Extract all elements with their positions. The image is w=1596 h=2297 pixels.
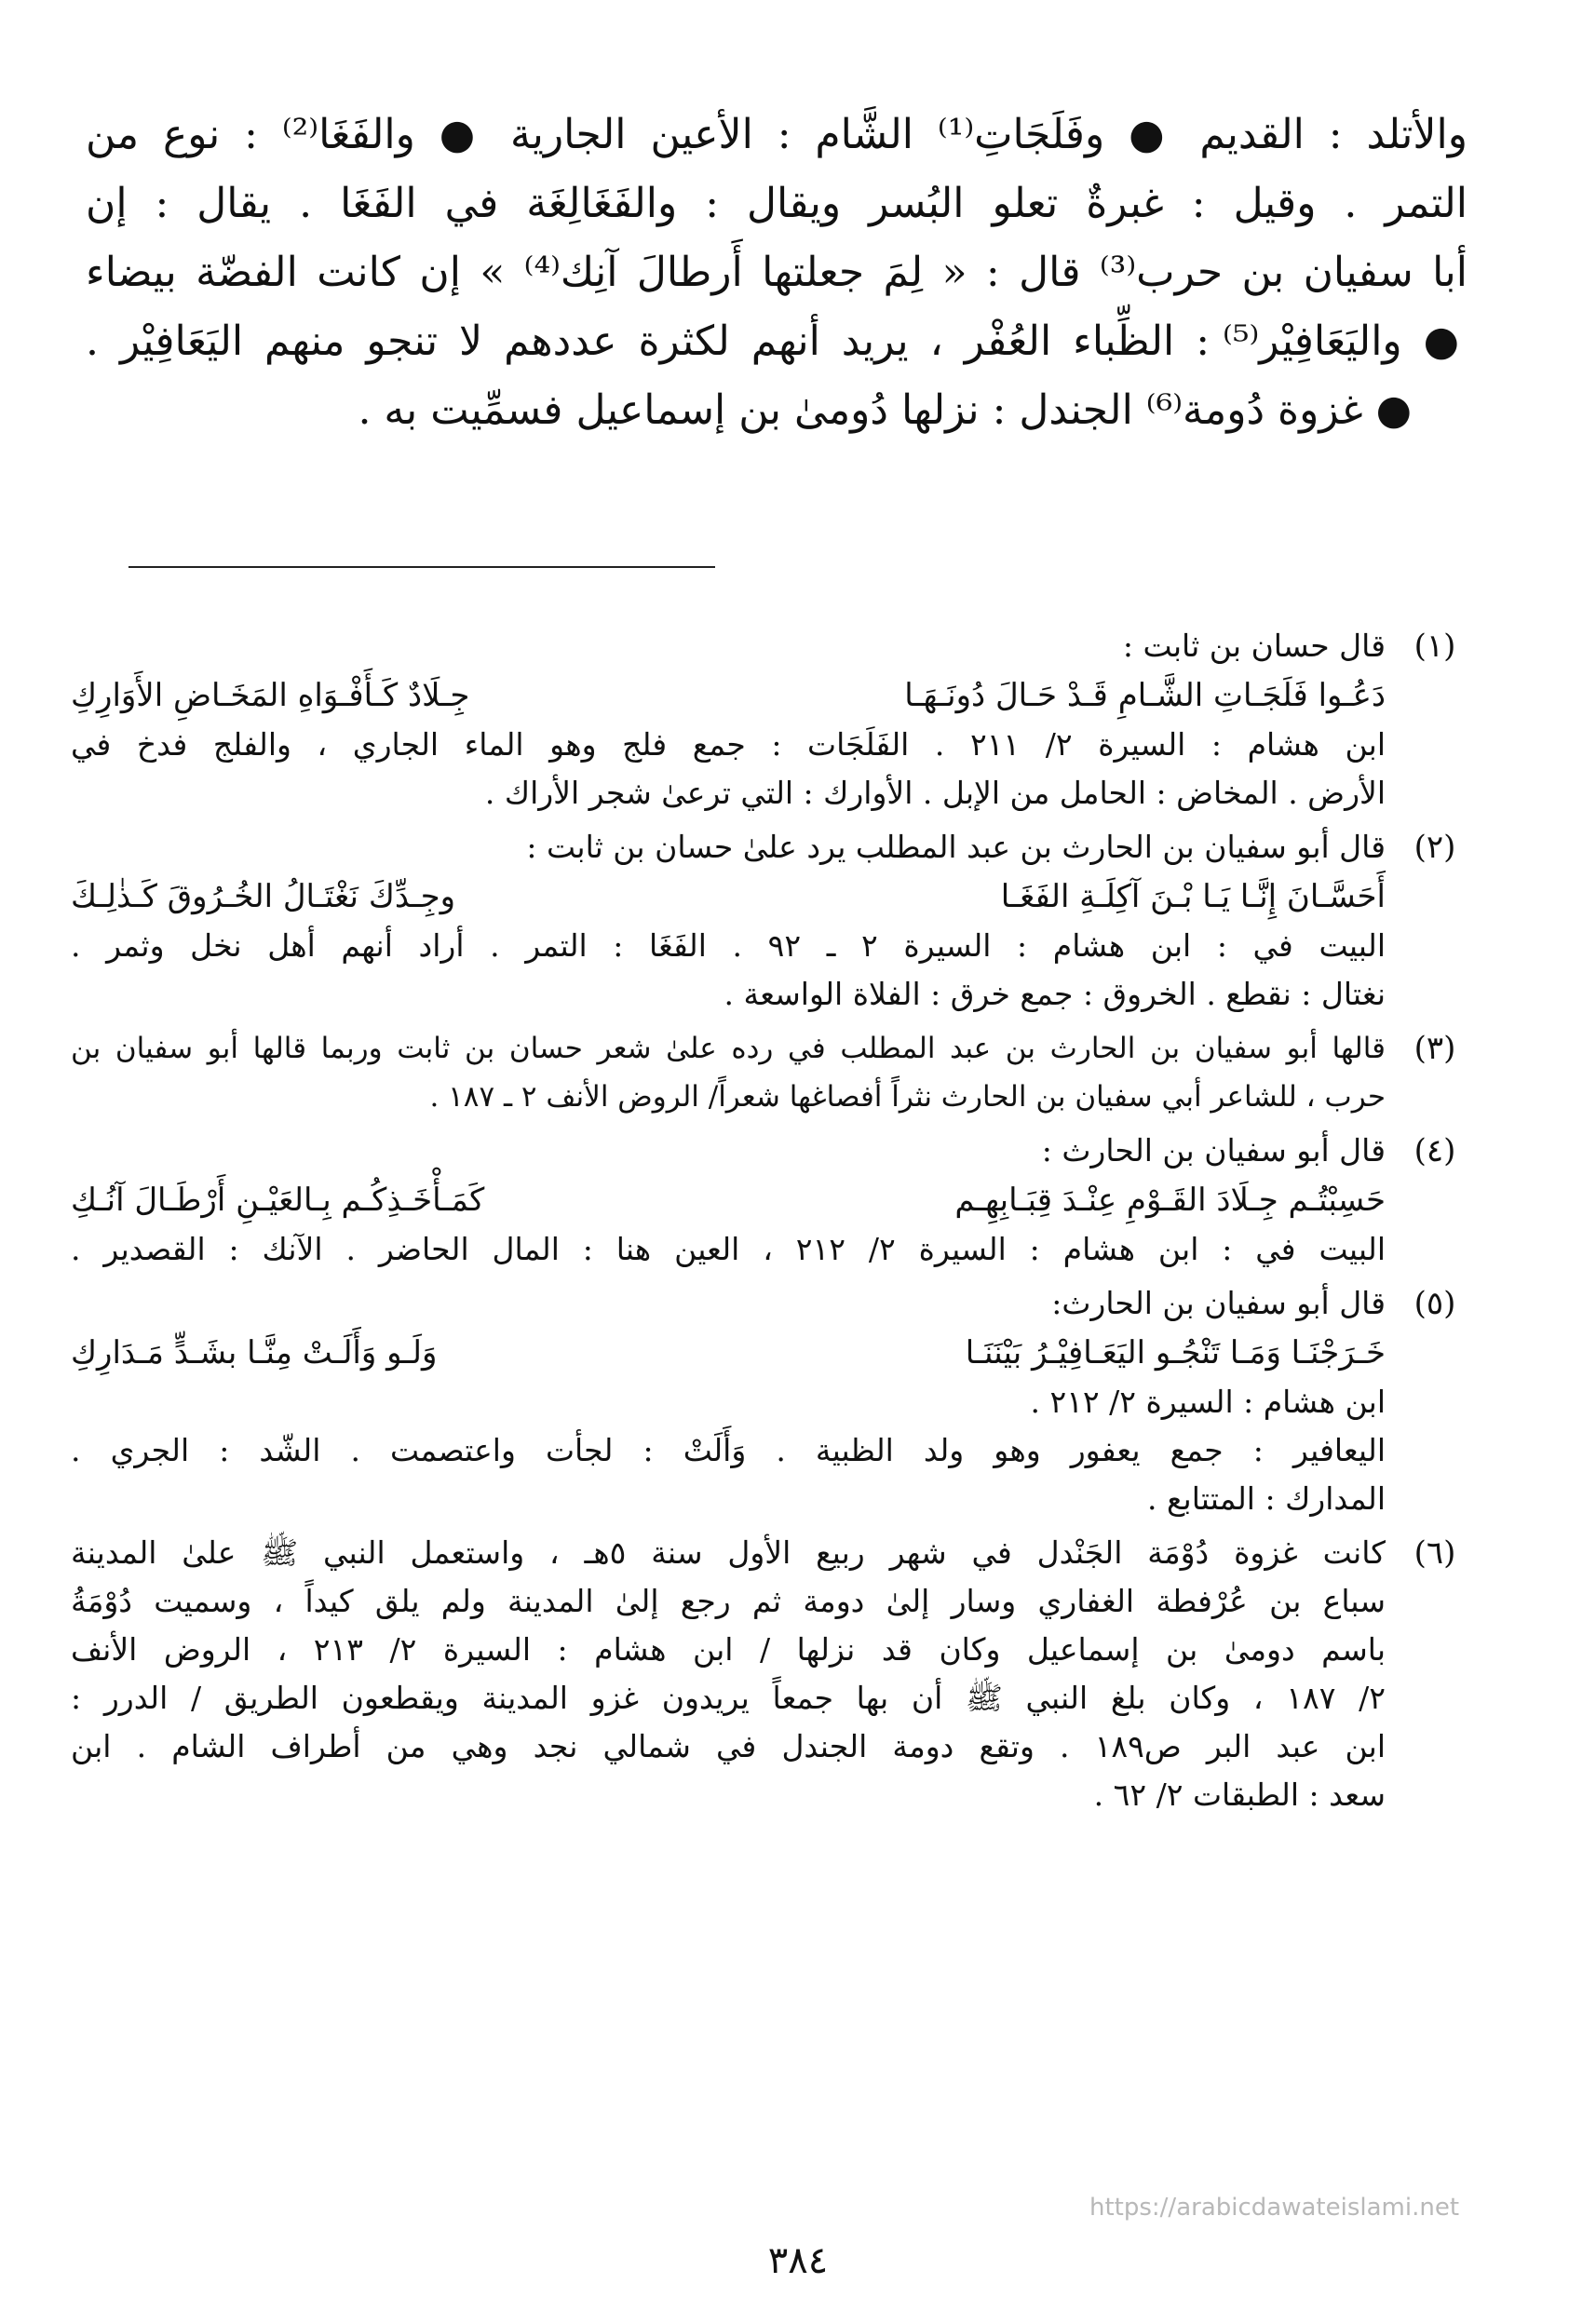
poetry-verse <box>71 670 1386 721</box>
footnote-5 <box>71 1279 1468 1523</box>
footnote-line: اليعافير : جمع يعفور وهو ولد الظبية . وَأَلَتْ : لجأت واعتصمت . الشّد : الجري . <box>71 1432 1386 1468</box>
footnote-3 <box>71 1024 1468 1121</box>
watermark-url: https://arabicdawateislami.net <box>1089 2194 1460 2222</box>
verse-second-hemistich: وجِـدِّكَ نَغْتَـالُ الخُـرُوقَ كَـذٰلِـكَ <box>71 878 456 915</box>
poetry-verse <box>71 1328 1386 1378</box>
footnote-line: حرب ، للشاعر أبي سفيان بن الحارث نثراً أفصاغها شعراً/ الروض الأنف ٢ ـ ١٨٧ . <box>429 1080 1386 1114</box>
main-line: أبا سفيان بن حرب⁽³⁾ قال : « لِمَ جعلتها أَرطالَ آنِك⁽⁴⁾ » إن كانت الفضّة بيضاء <box>86 249 1468 296</box>
footnote-intro: قال أبو سفيان بن الحارث بن عبد المطلب يرد علىٰ حسان بن ثابت : <box>526 829 1386 865</box>
verse-second-hemistich: جِـلَادٌ كَـأَفْـوَاهِ المَخَـاضِ الأَوَارِكِ <box>71 677 470 714</box>
footnote-number: (٤) <box>1413 1132 1456 1169</box>
footnote-number: (٣) <box>1413 1030 1456 1067</box>
main-line: والأتلد : القديم ● وفَلَجَاتِ⁽¹⁾ الشَّام : الأعين الجارية ● والفَغَا⁽²⁾ : نوع من <box>86 111 1468 158</box>
footnote-intro: قال حسان بن ثابت : <box>1122 628 1386 664</box>
poetry-verse <box>71 872 1386 922</box>
footnote-line: ٢/ ١٨٧ ، وكان بلغ النبي ﷺ أن بها جمعاً يريدون غزو المدينة ويقطعون الطريق / الدرر : <box>71 1680 1386 1716</box>
footnote-line: ابن هشام : السيرة ٢/ ٢١٢ . <box>1030 1384 1386 1420</box>
footnote-line: باسم دومىٰ بن إسماعيل وكان قد نزلها / ابن هشام : السيرة ٢/ ٢١٣ ، الروض الأنف <box>71 1631 1386 1668</box>
footnote-line: البيت في : ابن هشام : السيرة ٢/ ٢١٢ ، العين هنا : المال الحاضر . الآنك : القصدير . <box>71 1231 1386 1267</box>
footnote-number: (٢) <box>1413 829 1456 866</box>
footnote-line: قالها أبو سفيان بن الحارث بن عبد المطلب في رده علىٰ شعر حسان بن ثابت وربما قالها أبو سفيان بن <box>71 1032 1386 1065</box>
footnote-line: الأرض . المخاض : الحامل من الإبل . الأوارك : التي ترعىٰ شجر الأراك . <box>484 775 1386 811</box>
footnote-line: نغتال : نقطع . الخروق : جمع خرق : الفلاة الواسعة . <box>724 976 1386 1012</box>
verse-first-hemistich: خَـرَجْنَـا وَمَـا تَنْجُـو اليَعَـافِيْـرُ بَيْنَنَـا <box>965 1334 1386 1371</box>
footnote-6 <box>71 1529 1468 1819</box>
footnote-intro: قال أبو سفيان بن الحارث : <box>1041 1132 1386 1169</box>
verse-first-hemistich: أَحَسَّـانَ إِنَّـا يَـا بْـنَ آكِلَـةِ الفَغَـا <box>1000 878 1386 915</box>
footnote-number: (٦) <box>1413 1534 1456 1572</box>
footnote-2 <box>71 823 1468 1019</box>
main-line: ● واليَعَافِيْر⁽⁵⁾ : الظِّباء العُفْر ، يريد أنهم لكثرة عددهم لا تنجو منهم اليَعَافِيْر . <box>86 318 1468 365</box>
footnotes <box>71 622 1468 1819</box>
footnote-separator <box>128 566 715 568</box>
footnote-line: سباع بن عُرْفطة الغفاري وسار إلىٰ دومة ثم رجع إلىٰ المدينة ولم يلق كيداً ، وسميت دُوْمَةُ <box>71 1583 1386 1619</box>
verse-first-hemistich: دَعُـوا فَلَجَـاتِ الشَّـامِ قَـدْ حَـالَ دُونَـهَـا <box>904 677 1386 714</box>
footnote-intro: قال أبو سفيان بن الحارث: <box>1051 1285 1386 1321</box>
footnote-4 <box>71 1127 1468 1274</box>
footnote-line: سعد : الطبقات ٢/ ٦٢ . <box>1093 1777 1386 1813</box>
footnote-number: (٥) <box>1413 1285 1456 1322</box>
footnote-line: كانت غزوة دُوْمَة الجَنْدل في شهر ربيع الأول سنة ٥هـ ، واستعمل النبي ﷺ علىٰ المدينة <box>71 1534 1386 1571</box>
footnote-line: المدارك : المتتابع . <box>1146 1480 1386 1517</box>
main-line: التمر . وقيل : غبرةٌ تعلو البُسر ويقال : والفَغَالِغَة في الفَغَا . يقال : إن <box>86 180 1468 227</box>
footnote-line: ابن هشام : السيرة ٢/ ٢١١ . الفَلَجَات : جمع فلج وهو الماء الجاري ، والفلج فدخ في <box>71 726 1386 763</box>
verse-first-hemistich: حَسِبْتُـم جِـلَادَ القَـوْمِ عِنْـدَ قِبَـابِهِـم <box>954 1182 1386 1219</box>
main-text <box>86 101 1468 445</box>
verse-second-hemistich: كَمَـأْخَـذِكُـم بِـالعَيْـنِ أَرْطَـالَ آنُـكِ <box>71 1182 485 1219</box>
footnote-number: (١) <box>1413 628 1456 665</box>
footnote-line: البيت في : ابن هشام : السيرة ٢ ـ ٩٢ . الفَغَا : التمر . أراد أنهم أهل نخل وثمر . <box>71 927 1386 964</box>
footnote-1 <box>71 622 1468 817</box>
verse-second-hemistich: وَلَـو وَأَلَـتْ مِنَّـا بشَـدٍّ مَـدَارِكِ <box>71 1334 438 1371</box>
page-number: ٣٨٤ <box>767 2239 829 2282</box>
poetry-verse <box>71 1175 1386 1225</box>
main-line: ● غزوة دُومة⁽⁶⁾ الجندل : نزلها دُومىٰ بن إسماعيل فسمِّيت به . <box>358 386 1412 434</box>
footnote-line: ابن عبد البر ص١٨٩ . وتقع دومة الجندل في شمالي نجد وهي من أطراف الشام . ابن <box>71 1728 1386 1764</box>
